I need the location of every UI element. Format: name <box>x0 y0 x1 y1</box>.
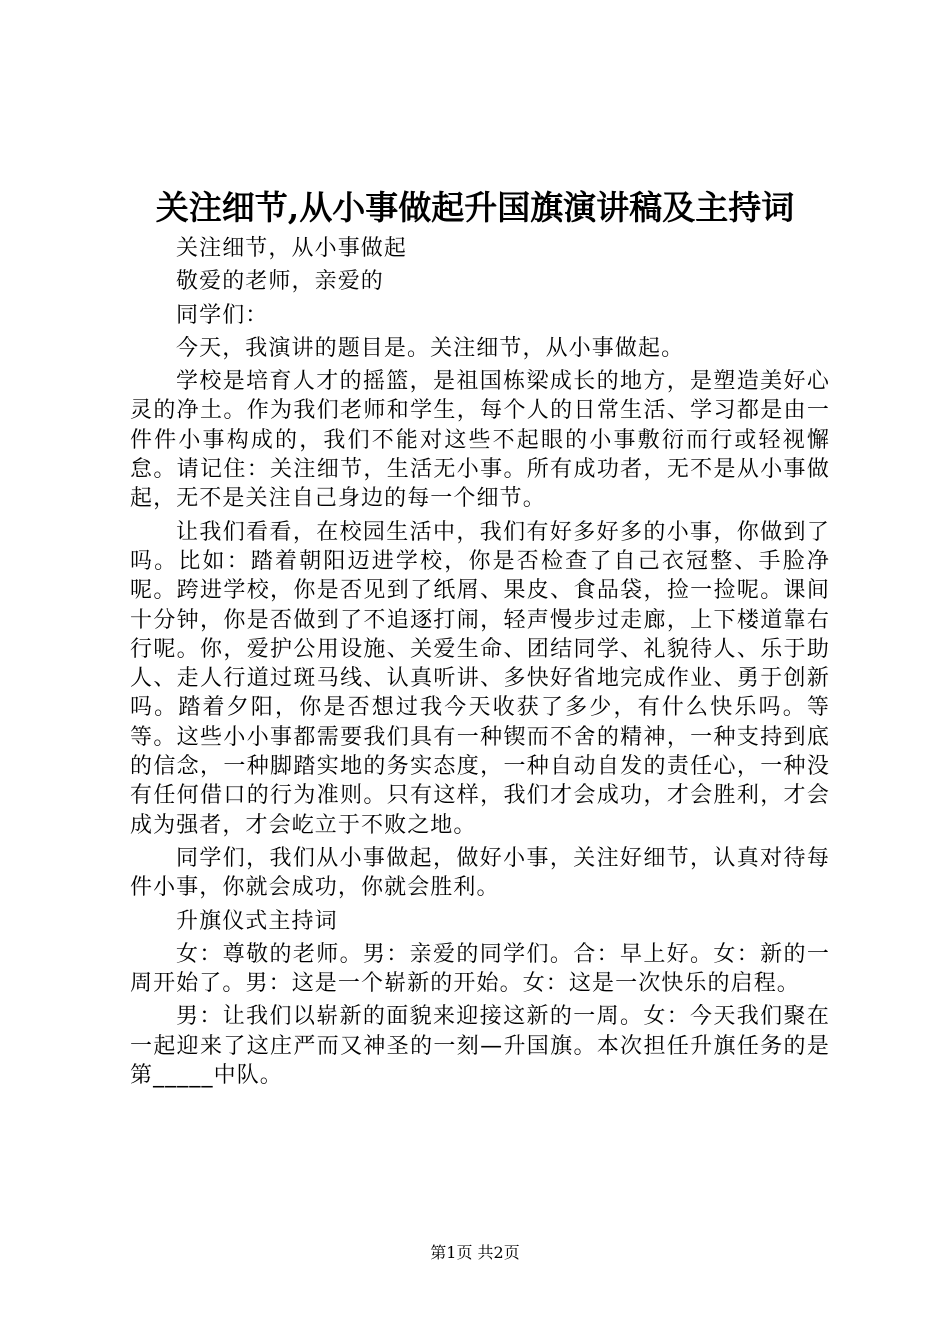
paragraph: 学校是培育人才的摇篮，是祖国栋梁成长的地方，是塑造美好心灵的净土。作为我们老师和学生，每个人的日常生活、学习都是由一件件小事构成的，我们不能对这些不起眼的小事敷衍而行或轻视懈怠。请记住：关注细节，生活无小事。所有成功者，无不是从小事做起，无不是关注自己身边的每一个细节。 <box>130 369 830 512</box>
paragraph: 女：尊敬的老师。男：亲爱的同学们。合：早上好。女：新的一周开始了。男：这是一个崭新的开始。女：这是一次快乐的启程。 <box>130 941 830 997</box>
document-body <box>130 234 830 1094</box>
paragraph: 今天，我演讲的题目是。关注细节，从小事做起。 <box>176 335 685 361</box>
paragraph: 敬爱的老师，亲爱的 <box>176 269 384 295</box>
document-title: 关注细节,从小事做起升国旗演讲稿及主持词 <box>155 188 795 227</box>
paragraph: 男：让我们以崭新的面貌来迎接这新的一周。女：今天我们聚在一起迎来了这庄严而又神圣的一刻—升国旗。本次担任升旗任务的是第_____中队。 <box>130 1004 830 1089</box>
paragraph: 同学们： <box>176 302 269 328</box>
page-number-footer: 第1页 共2页 <box>430 1243 520 1262</box>
paragraph: 同学们，我们从小事做起，做好小事，关注好细节，认真对待每件小事，你就会成功，你就会胜利。 <box>130 845 830 901</box>
paragraph: 让我们看看，在校园生活中，我们有好多好多的小事，你做到了吗。比如：踏着朝阳迈进学校，你是否检查了自己衣冠整、手脸净呢。跨进学校，你是否见到了纸屑、果皮、食品袋，捡一捡呢。课间十分钟，你是否做到了不追逐打闹，轻声慢步过走廊，上下楼道靠右行呢。你，爱护公用设施、关爱生命、团结同学、礼貌待人、乐于助人、走人行道过斑马线、认真听讲、多快好省地完成作业、勇于创新吗。踏着夕阳，你是否想过我今天收获了多少，有什么快乐吗。等等。这些小小事都需要我们具有一种锲而不舍的精神，一种支持到底的信念，一种脚踏实地的务实态度，一种自动自发的责任心，一种没有任何借口的行为准则。只有这样，我们才会成功，才会胜利，才会成为强者，才会屹立于不败之地。 <box>130 519 830 838</box>
paragraph: 关注细节，从小事做起 <box>176 236 408 261</box>
paragraph: 升旗仪式主持词 <box>176 908 338 934</box>
